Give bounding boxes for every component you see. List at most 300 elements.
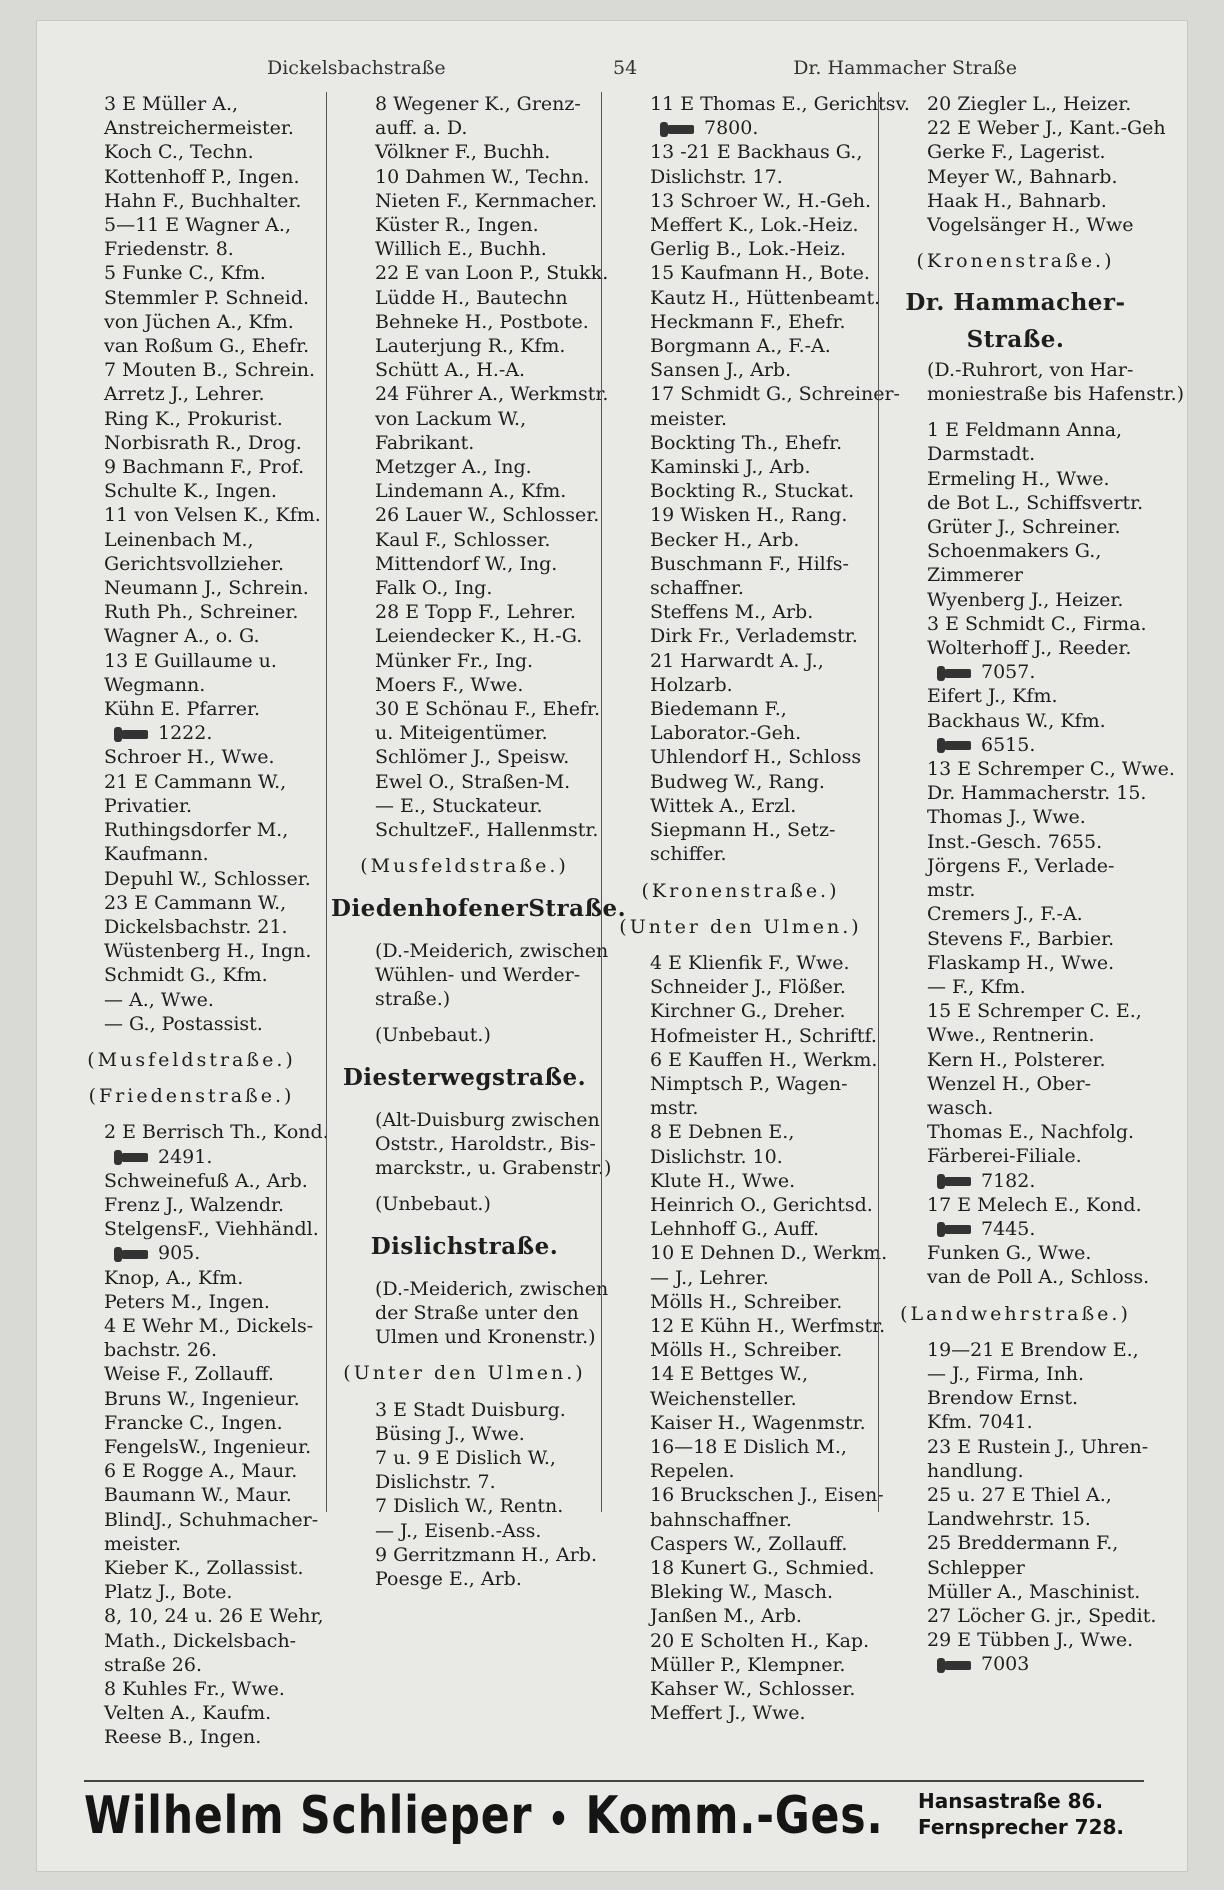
directory-entry <box>331 261 609 285</box>
entry-continuation <box>883 358 1148 382</box>
spacer <box>331 1349 598 1361</box>
entry-text: Becker H., Arb. <box>650 528 800 551</box>
entry-text: Cremers J., F.-A. <box>927 903 1083 926</box>
entry-text: Funken G., Wwe. <box>927 1242 1092 1265</box>
directory-entry <box>883 927 1148 951</box>
directory-entry <box>883 213 1148 237</box>
entry-text: — A., Wwe. <box>104 988 214 1011</box>
directory-entry <box>331 479 598 503</box>
directory-entry <box>606 1556 875 1580</box>
entry-text: Oststr., Haroldstr., Bis- <box>375 1132 596 1155</box>
entry-continuation <box>883 563 1148 587</box>
entry-continuation <box>331 431 598 455</box>
entry-text: Gerichtsvollzieher. <box>104 552 285 575</box>
entry-continuation <box>606 1145 875 1169</box>
directory-entry <box>606 1193 875 1217</box>
directory-entry <box>606 431 875 455</box>
telephone-icon <box>943 741 971 750</box>
entry-text: Wyenberg J., Heizer. <box>927 588 1124 611</box>
directory-entry <box>606 1701 875 1725</box>
entry-text: 20 Ziegler L., Heizer. <box>927 93 1132 115</box>
directory-entry <box>331 165 598 189</box>
entry-text: (Unter den Ulmen.) <box>619 915 862 938</box>
entry-text: 4 E Wehr M., Dickels- <box>104 1314 314 1337</box>
directory-entry <box>60 745 323 769</box>
entry-text: Behneke H., Postbote. <box>375 310 589 333</box>
entry-text: StelgensF., Viehhändl. <box>104 1218 319 1241</box>
directory-entry <box>60 1508 323 1532</box>
entry-continuation <box>883 1096 1148 1120</box>
entry-text: 22 E van Loon P., Stukk. <box>375 262 609 285</box>
entry-text: 3 E Müller A., <box>104 93 239 115</box>
entry-continuation <box>60 1629 323 1653</box>
entry-continuation <box>331 1108 598 1132</box>
telephone-icon <box>943 1225 971 1234</box>
spacer <box>331 1180 598 1192</box>
entry-text: Kfm. 7041. <box>927 1411 1033 1434</box>
entry-continuation <box>331 1301 598 1325</box>
directory-entry <box>606 1435 875 1459</box>
directory-entry <box>331 140 598 164</box>
entry-continuation <box>883 1362 1148 1386</box>
entry-text: 16 Bruckschen J., Eisen- <box>650 1484 884 1507</box>
phone-entry <box>60 721 323 745</box>
directory-entry <box>60 600 323 624</box>
directory-entry <box>606 1629 875 1653</box>
entry-text: — J., Eisenb.-Ass. <box>375 1519 542 1542</box>
entry-text: (Unbebaut.) <box>375 1024 491 1047</box>
directory-entry <box>883 1120 1148 1144</box>
entry-text: 7057. <box>981 661 1036 684</box>
entry-text: Holzarb. <box>650 673 733 696</box>
entry-continuation <box>606 407 875 431</box>
directory-entry <box>60 503 323 527</box>
phone-entry <box>883 660 1148 684</box>
entry-text: Gerlig B., Lok.-Heiz. <box>650 238 846 261</box>
entry-text: Backhaus W., Kfm. <box>927 709 1106 732</box>
street-heading <box>331 1060 598 1096</box>
entry-text: Leinenbach M., <box>104 528 254 551</box>
entry-text: Buschmann F., Hilfs- <box>650 552 849 575</box>
entry-text: Reese B., Ingen. <box>104 1726 262 1749</box>
entry-text: Lehnhoff G., Auff. <box>650 1218 819 1241</box>
directory-entry <box>883 1580 1148 1604</box>
entry-text: schiffer. <box>650 843 727 866</box>
entry-text: Meyer W., Bahnarb. <box>927 165 1118 188</box>
directory-entry <box>883 165 1148 189</box>
spacer <box>60 1072 323 1084</box>
directory-entry <box>60 1483 323 1507</box>
entry-continuation <box>331 987 598 1011</box>
entry-continuation <box>883 1386 1148 1410</box>
directory-entry <box>606 189 875 213</box>
advertiser-name <box>84 1786 884 1846</box>
entry-text: Wolterhoff J., Reeder. <box>927 637 1132 660</box>
directory-entry <box>883 1435 1148 1459</box>
entry-text: Wenzel H., Ober- <box>927 1072 1092 1095</box>
spacer <box>331 1011 598 1023</box>
entry-text: Wegmann. <box>104 673 206 696</box>
directory-entry <box>606 479 875 503</box>
entry-text: Hofmeister H., Schriftf. <box>650 1024 877 1047</box>
entry-text: straße 26. <box>104 1653 202 1676</box>
entry-text: 26 Lauer W., Schlosser. <box>375 504 600 527</box>
entry-text: Stevens F., Barbier. <box>927 927 1115 950</box>
directory-entry <box>331 503 598 527</box>
directory-entry <box>60 963 323 987</box>
advertiser-address: Hansastraße 86. <box>918 1789 1104 1813</box>
street-heading <box>883 285 1148 321</box>
directory-entry <box>60 189 323 213</box>
directory-entry <box>606 455 875 479</box>
directory-entry <box>883 467 1148 491</box>
entry-text: Schlepper <box>927 1556 1025 1579</box>
entry-text: (D.-Meiderich, zwischen <box>375 939 609 962</box>
entry-text: 19—21 E Brendow E., <box>927 1338 1139 1361</box>
spacer <box>60 1036 323 1048</box>
entry-text: 30 E Schönau F., Ehefr. <box>375 698 601 721</box>
column-2 <box>331 92 627 1590</box>
directory-entry <box>606 975 875 999</box>
directory-entry <box>883 588 1148 612</box>
entry-text: 2491. <box>158 1145 213 1168</box>
cross-street-note <box>331 1361 598 1385</box>
entry-continuation <box>883 878 1148 902</box>
entry-text: Francke C., Ingen. <box>104 1411 283 1434</box>
directory-entry <box>60 140 323 164</box>
directory-entry <box>331 310 598 334</box>
directory-entry <box>606 286 881 310</box>
directory-entry <box>60 1120 329 1144</box>
entry-text: (Kronenstraße.) <box>641 879 840 902</box>
entry-text: 3 E Schmidt C., Firma. <box>927 612 1147 635</box>
entry-text: 18 Kunert G., Schmied. <box>650 1556 875 1579</box>
entry-continuation <box>60 673 323 697</box>
entry-text: Ermeling H., Wwe. <box>927 467 1110 490</box>
street-heading <box>331 1229 598 1265</box>
directory-entry <box>883 999 1148 1023</box>
entry-text: de Bot L., Schiffsvertr. <box>927 491 1144 514</box>
directory-entry <box>883 709 1148 733</box>
entry-text: 19 Wisken H., Rang. <box>650 504 848 527</box>
entry-text: 23 E Cammann W., <box>104 891 287 914</box>
directory-entry <box>60 528 323 552</box>
directory-entry <box>606 745 875 769</box>
entry-text: marckstr., u. Grabenstr.) <box>375 1157 612 1180</box>
entry-continuation <box>883 1023 1148 1047</box>
entry-text: Ruthingsdorfer M., <box>104 819 289 842</box>
street-heading <box>883 322 1148 358</box>
phone-entry <box>60 1145 323 1169</box>
entry-continuation <box>60 842 323 866</box>
directory-entry <box>606 1217 875 1241</box>
spacer <box>883 237 1148 249</box>
telephone-icon <box>120 730 148 739</box>
entry-continuation <box>331 1192 598 1216</box>
entry-text: Lüdde H., Bautechn <box>375 286 568 309</box>
directory-entry <box>331 286 598 310</box>
phone-entry <box>883 733 1148 757</box>
entry-text: Dislichstr. 17. <box>650 165 783 188</box>
directory-entry <box>60 1217 323 1241</box>
entry-text: Heinrich O., Gerichtsd. <box>650 1193 873 1216</box>
entry-text: 7 u. 9 E Dislich W., <box>375 1446 556 1469</box>
entry-text: 4 E Klienfik F., Wwe. <box>650 951 850 974</box>
directory-entry <box>60 1580 323 1604</box>
entry-text: (Kronenstraße.) <box>916 250 1115 273</box>
spacer <box>606 939 875 951</box>
entry-text: Ring K., Prokurist. <box>104 407 283 430</box>
cross-street-note <box>331 854 598 878</box>
spacer <box>60 1108 323 1120</box>
entry-text: Dislichstraße. <box>370 1232 559 1260</box>
entry-text: 8 E Debnen E., <box>650 1121 795 1144</box>
cross-street-note <box>606 915 875 939</box>
phone-entry <box>60 1241 323 1265</box>
column-divider <box>326 92 327 1512</box>
entry-text: 3 E Stadt Duisburg. <box>375 1398 566 1421</box>
entry-text: Wühlen- und Werder- <box>375 963 581 986</box>
entry-text: Repelen. <box>650 1460 735 1483</box>
entry-text: Siepmann H., Setz- <box>650 819 836 842</box>
directory-entry <box>60 1556 323 1580</box>
directory-entry <box>60 1725 323 1749</box>
telephone-icon <box>120 1153 148 1162</box>
advertiser-name-part2: Komm.-Ges. <box>585 1786 884 1846</box>
entry-text: Zimmerer <box>927 564 1023 587</box>
directory-entry <box>60 1604 323 1628</box>
entry-text: Eifert J., Kfm. <box>927 685 1058 708</box>
entry-continuation <box>606 165 875 189</box>
directory-entry <box>606 999 875 1023</box>
entry-text: (Alt-Duisburg zwischen <box>375 1108 600 1131</box>
entry-text: Borgmann A., F.-A. <box>650 335 831 358</box>
directory-entry <box>606 1677 875 1701</box>
entry-text: Bruns W., Ingenieur. <box>104 1387 300 1410</box>
entry-text: Grüter J., Schreiner. <box>927 516 1121 539</box>
directory-entry <box>883 515 1148 539</box>
entry-text: Norbisrath R., Drog. <box>104 431 302 454</box>
directory-entry <box>606 600 875 624</box>
entry-text: Kaiser H., Wagenmstr. <box>650 1411 866 1434</box>
entry-continuation <box>606 1387 875 1411</box>
entry-text: 905. <box>158 1242 201 1265</box>
entry-text: Mölls H., Schreiber. <box>650 1290 843 1313</box>
entry-text: Frenz J., Walzendr. <box>104 1193 285 1216</box>
directory-entry <box>331 576 598 600</box>
directory-entry <box>883 1048 1148 1072</box>
directory-entry <box>60 988 323 1012</box>
cross-street-note <box>60 1048 323 1072</box>
entry-continuation <box>60 915 323 939</box>
entry-continuation <box>331 1277 609 1301</box>
entry-text: Baumann W., Maur. <box>104 1484 292 1507</box>
entry-text: Steffens M., Arb. <box>650 601 814 624</box>
directory-entry <box>331 1494 598 1518</box>
entry-continuation <box>60 1338 323 1362</box>
spacer <box>331 1048 598 1060</box>
directory-entry <box>331 794 598 818</box>
directory-entry <box>883 805 1148 829</box>
directory-entry <box>60 407 323 431</box>
directory-entry <box>606 1120 875 1144</box>
entry-text: Ruth Ph., Schreiner. <box>104 601 299 624</box>
entry-continuation <box>60 552 323 576</box>
entry-text: Müller A., Maschinist. <box>927 1580 1141 1603</box>
entry-text: — J., Firma, Inh. <box>927 1362 1085 1385</box>
entry-text: mstr. <box>927 879 976 902</box>
entry-text: 7 Mouten B., Schrein. <box>104 359 316 382</box>
entry-text: Wagner A., o. G. <box>104 625 260 648</box>
entry-continuation <box>331 1470 598 1494</box>
directory-entry <box>60 1169 323 1193</box>
directory-entry <box>331 334 598 358</box>
entry-text: Leiendecker K., H.-G. <box>375 625 583 648</box>
phone-entry <box>883 1169 1148 1193</box>
entry-text: Privatier. <box>104 794 192 817</box>
directory-entry <box>883 1604 1157 1628</box>
entry-text: Färberei-Filiale. <box>927 1145 1082 1168</box>
entry-continuation <box>883 1410 1148 1434</box>
entry-text: 16—18 E Dislich M., <box>650 1435 847 1458</box>
entry-text: 8 Kuhles Fr., Wwe. <box>104 1678 285 1700</box>
entry-text: Caspers W., Zollauff. <box>650 1532 848 1555</box>
entry-text: Haak H., Bahnarb. <box>927 189 1107 212</box>
directory-entry <box>331 382 609 406</box>
directory-entry <box>883 951 1148 975</box>
directory-entry <box>883 1241 1148 1265</box>
cross-street-note <box>60 1084 323 1108</box>
entry-text: Nimptsch P., Wagen- <box>650 1072 848 1095</box>
directory-entry <box>60 697 323 721</box>
directory-entry <box>606 1072 875 1096</box>
spacer <box>883 1290 1148 1302</box>
directory-entry <box>60 1701 323 1725</box>
entry-text: handlung. <box>927 1459 1024 1482</box>
directory-entry <box>60 261 323 285</box>
entry-continuation <box>331 116 598 140</box>
entry-continuation <box>883 781 1148 805</box>
entry-continuation <box>331 963 598 987</box>
directory-entry <box>606 92 910 116</box>
entry-text: Wüstenberg H., Ingn. <box>104 940 312 963</box>
phone-entry <box>883 1217 1148 1241</box>
entry-text: moniestraße bis Hafenstr.) <box>927 383 1185 406</box>
telephone-icon <box>943 1177 971 1186</box>
directory-entry <box>331 600 598 624</box>
entry-text: Jörgens F., Verlade- <box>927 854 1115 877</box>
entry-continuation <box>883 1459 1148 1483</box>
directory-entry <box>331 358 598 382</box>
directory-entry <box>606 1653 875 1677</box>
directory-entry <box>60 1290 323 1314</box>
directory-entry <box>883 902 1148 926</box>
entry-text: Vogelsänger H., Wwe <box>927 214 1134 237</box>
entry-text: Mittendorf W., Ing. <box>375 552 558 575</box>
entry-continuation <box>883 1556 1148 1580</box>
entry-text: 21 E Cammann W., <box>104 770 287 793</box>
entry-text: 6 E Kauffen H., Werkm. <box>650 1048 878 1071</box>
directory-entry <box>60 1314 323 1338</box>
directory-entry <box>606 140 875 164</box>
entry-text: 15 E Schremper C. E., <box>927 1000 1142 1023</box>
entry-continuation <box>606 721 875 745</box>
entry-text: Kahser W., Schlosser. <box>650 1678 856 1700</box>
directory-entry <box>883 684 1148 708</box>
entry-text: (D.-Ruhrort, von Har- <box>927 358 1134 381</box>
entry-text: 24 Führer A., Werkmstr. <box>375 383 609 406</box>
directory-entry <box>60 770 323 794</box>
spacer <box>331 927 598 939</box>
entry-text: Kieber K., Zollassist. <box>104 1556 304 1579</box>
directory-entry <box>883 418 1148 442</box>
entry-text: Brendow Ernst. <box>927 1387 1079 1410</box>
entry-text: Weise F., Zollauff. <box>104 1363 274 1386</box>
entry-text: — J., Lehrer. <box>650 1266 769 1289</box>
entry-text: Janßen M., Arb. <box>650 1605 802 1628</box>
entry-continuation <box>331 1132 598 1156</box>
spacer <box>606 903 875 915</box>
directory-entry <box>606 503 875 527</box>
directory-entry <box>883 539 1148 563</box>
entry-text: Darmstadt. <box>927 443 1036 466</box>
directory-entry <box>606 1362 875 1386</box>
directory-entry <box>60 455 323 479</box>
entry-text: 7003 <box>981 1653 1030 1676</box>
telephone-icon <box>943 669 971 678</box>
entry-text: Dirk Fr., Verlademstr. <box>650 625 858 648</box>
spacer <box>331 1217 598 1229</box>
entry-text: Koch C., Techn. <box>104 141 254 164</box>
entry-text: schaffner. <box>650 577 744 600</box>
entry-continuation <box>60 1653 323 1677</box>
directory-entry <box>60 1266 323 1290</box>
entry-text: Bockting Th., Ehefr. <box>650 431 843 454</box>
entry-text: (Musfeldstraße.) <box>87 1048 296 1071</box>
spacer <box>331 1386 598 1398</box>
entry-text: Hahn F., Buchhalter. <box>104 189 302 212</box>
directory-entry <box>60 165 323 189</box>
entry-text: Heckmann F., Ehefr. <box>650 310 846 333</box>
entry-text: 12 E Kühn H., Werfmstr. <box>650 1314 886 1337</box>
entry-text: Lindemann A., Kfm. <box>375 480 567 503</box>
entry-text: Kaul F., Schlosser. <box>375 528 551 551</box>
entry-text: — F., Kfm. <box>927 975 1026 998</box>
directory-entry <box>606 649 875 673</box>
entry-text: Thomas J., Wwe. <box>927 806 1086 829</box>
directory-entry <box>883 757 1175 781</box>
entry-text: 13 E Schremper C., Wwe. <box>927 758 1175 781</box>
entry-text: 23 E Rustein J., Uhren- <box>927 1435 1149 1458</box>
entry-text: Völkner F., Buchh. <box>375 141 551 164</box>
directory-entry <box>60 1012 323 1036</box>
entry-text: Kaufmann. <box>104 843 209 866</box>
entry-text: Uhlendorf H., Schloss <box>650 746 862 769</box>
directory-entry <box>883 1531 1148 1555</box>
directory-entry <box>606 770 875 794</box>
directory-entry <box>60 1411 323 1435</box>
entry-continuation <box>60 794 323 818</box>
entry-text: — E., Stuckateur. <box>375 794 543 817</box>
directory-entry <box>60 1459 323 1483</box>
entry-text: Weichensteller. <box>650 1387 797 1410</box>
entry-text: 14 E Bettges W., <box>650 1363 809 1386</box>
entry-text: auff. a. D. <box>375 117 468 140</box>
entry-text: 13 E Guillaume u. <box>104 649 277 672</box>
directory-entry <box>331 697 601 721</box>
entry-text: van Roßum G., Ehefr. <box>104 335 310 358</box>
entry-text: 21 Harwardt A. J., <box>650 649 824 672</box>
